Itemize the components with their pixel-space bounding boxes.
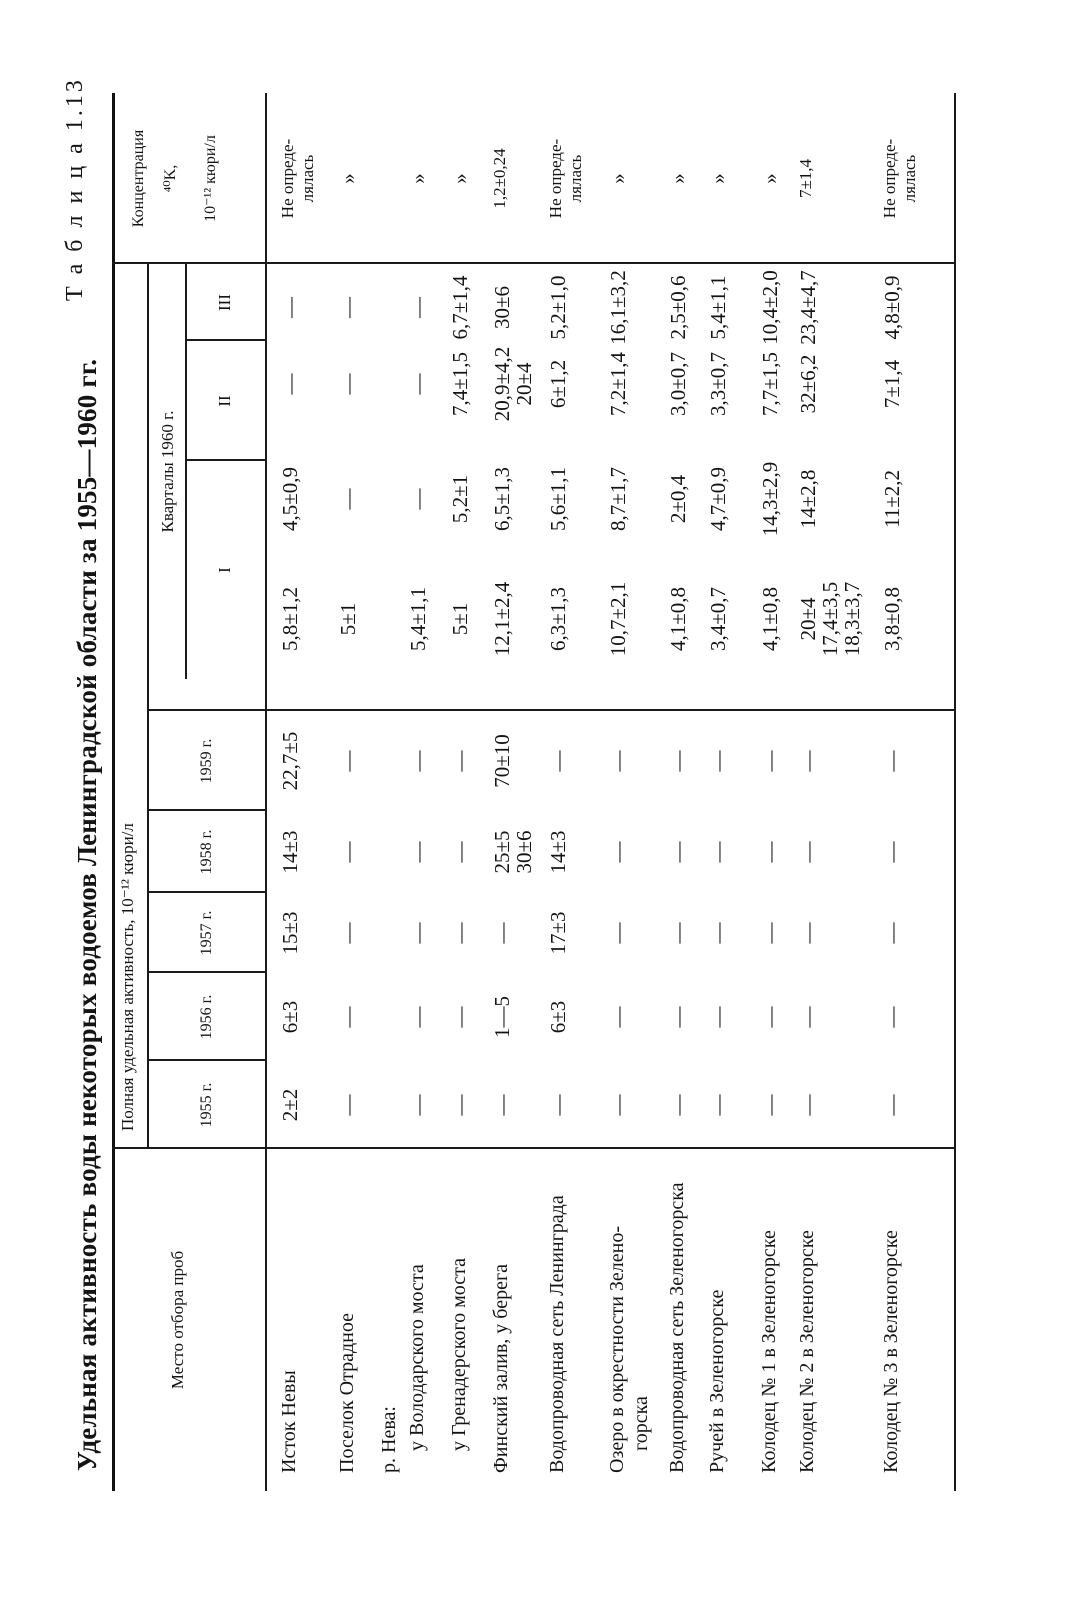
cell-y1956: — — [666, 1006, 690, 1028]
row-label: Исток Невы — [278, 1370, 300, 1473]
cell-q2: 8,7±1,7 — [606, 466, 630, 532]
cell-y1957: — — [606, 922, 630, 944]
row-label: Водопроводная сеть Зеленогорска — [666, 1182, 688, 1473]
table-top-rule — [112, 93, 115, 1491]
quarters-rule — [185, 264, 187, 679]
cell-y1955: — — [490, 1094, 514, 1116]
header-quarters: Кварталы 1960 г. — [158, 410, 177, 533]
cell-q3: — — [336, 373, 360, 395]
cell-y1959: — — [880, 750, 904, 772]
cell-y1959: 22,7±5 — [278, 731, 302, 791]
cell-q3: 3,3±0,7 — [706, 351, 730, 417]
cell-y1956: — — [796, 1006, 820, 1028]
cell-q3: 6±1,2 — [546, 359, 570, 409]
cell-y1958: — — [880, 841, 904, 863]
header-k40-line1: Концентрация — [130, 129, 147, 228]
header-q3: III — [215, 294, 234, 311]
cell-y1957: 15±3 — [278, 911, 302, 955]
cell-y1958: — — [796, 841, 820, 863]
row-label: Колодец № 1 в Зеленогорске — [758, 1230, 780, 1473]
cell-q4: — — [336, 297, 360, 318]
cell-k40b: лялась — [566, 154, 585, 203]
cell-y1956: 6±3 — [546, 1000, 570, 1034]
cell-y1957: — — [666, 922, 690, 944]
cell-y1957: — — [758, 922, 782, 944]
cell-q4: 2,5±0,6 — [666, 275, 690, 340]
cell-y1957: — — [448, 922, 472, 944]
cell-k40: » — [706, 173, 730, 184]
cell-q2: 4,5±0,9 — [278, 466, 302, 532]
cell-k40: » — [448, 173, 472, 184]
cell-q3: 7,2±1,4 — [606, 351, 630, 417]
row-label: Финский залив, у берега — [490, 1263, 512, 1473]
cell-k40: » — [336, 173, 360, 184]
row-label: Колодец № 3 в Зеленогорске — [880, 1230, 902, 1473]
cell-q2: 14,3±2,9 — [758, 461, 782, 537]
cell-y1959: — — [796, 750, 820, 772]
cell-y1958: — — [448, 841, 472, 863]
cell-y1957: — — [336, 922, 360, 944]
cell-y1955: — — [336, 1094, 360, 1116]
col-divider-k40 — [112, 262, 954, 264]
header-q1: I — [215, 567, 234, 573]
cell-y1959: — — [448, 750, 472, 772]
cell-q4: 16,1±3,2 — [606, 270, 630, 345]
header-k40-line3: 10⁻¹² кюри/л — [202, 135, 219, 222]
col-divider-place — [112, 1147, 954, 1149]
row-label: у Володарского моста — [406, 1264, 428, 1451]
cell-y1959: — — [336, 750, 360, 772]
cell-k40b: лялась — [298, 154, 317, 203]
cell-q1: 3,8±0,8 — [880, 586, 904, 652]
cell-k40: 7±1,4 — [796, 158, 815, 199]
cell-y1957: 17±3 — [546, 911, 570, 955]
cell-q4: 30±6 — [490, 285, 514, 330]
cell-k40: » — [666, 173, 690, 184]
cell-y1958: 25±5 — [490, 830, 514, 874]
cell-q3: — — [278, 373, 302, 395]
cell-y1955: — — [666, 1094, 690, 1116]
cell-q2: 14±2,8 — [796, 469, 820, 529]
cell-y1955: — — [880, 1094, 904, 1116]
cell-y1959: — — [546, 750, 570, 772]
header-k40-line2: ⁴⁰K, — [162, 164, 179, 193]
cell-q4: 6,7±1,4 — [448, 275, 472, 340]
cell-y1955: — — [406, 1094, 430, 1116]
cell-y1958: 14±3 — [546, 830, 570, 874]
cell-y1957: — — [880, 922, 904, 944]
cell-k40: » — [406, 173, 430, 184]
header-1958: 1958 г. — [198, 829, 215, 875]
cell-q1: 5,8±1,2 — [278, 586, 302, 652]
cell-y1957: — — [406, 922, 430, 944]
row-label: Озеро в окрестности Зелено- — [606, 1225, 628, 1473]
header-1959: 1959 г. — [198, 738, 215, 784]
cell-q4: — — [278, 297, 302, 318]
cell-q1: 5±1 — [448, 602, 472, 636]
cell-y1956: — — [758, 1006, 782, 1028]
row-label: Водопроводная сеть Ленинграда — [546, 1195, 568, 1473]
cell-y1956: — — [448, 1006, 472, 1028]
cell-q4: 4,8±0,9 — [880, 275, 904, 340]
cell-q1: 10,7±2,1 — [606, 581, 630, 657]
cell-y1956: — — [880, 1006, 904, 1028]
cell-q4: 5,2±1,0 — [546, 275, 570, 340]
cell-y1959: 70±10 — [490, 734, 514, 788]
cell-q1: 5±1 — [336, 602, 360, 636]
cell-y1959: — — [666, 750, 690, 772]
cell-y1958: — — [406, 841, 430, 863]
cell-y1959: — — [758, 750, 782, 772]
cell-q4: — — [406, 297, 430, 318]
cell-q1: 12,1±2,4 — [490, 581, 514, 657]
row-label: Ручей в Зеленогорске — [706, 1289, 728, 1473]
cell-q1: 20±4 — [796, 597, 820, 641]
cell-q4: 5,4±1,1 — [706, 275, 730, 340]
cell-q1: 6,3±1,3 — [546, 586, 570, 652]
header-bottom-rule — [265, 93, 267, 1491]
cell-q1c: 18,3±3,7 — [840, 581, 864, 657]
cell-q3: — — [406, 373, 430, 395]
cell-y1956: 1—5 — [490, 996, 514, 1038]
cell-y1955: — — [706, 1094, 730, 1116]
cell-q2: 2±0,4 — [666, 474, 690, 524]
cell-y1955: 2±2 — [278, 1088, 302, 1122]
cell-y1955: — — [546, 1094, 570, 1116]
header-1955: 1955 г. — [198, 1082, 215, 1128]
cell-y1955: — — [448, 1094, 472, 1116]
cell-q1: 3,4±0,7 — [706, 586, 730, 652]
cell-q3b: 20±4 — [512, 362, 536, 406]
header-q2: II — [215, 395, 234, 407]
cell-q3: 20,9±4,2 — [490, 346, 514, 422]
cell-k40: 1,2±0,24 — [490, 148, 509, 209]
table-bottom-rule — [954, 93, 956, 1491]
cell-q2: 5,2±1 — [448, 474, 472, 524]
cell-q4: 10,4±2,0 — [758, 270, 782, 345]
cell-y1958: — — [606, 841, 630, 863]
cell-y1956: — — [406, 1006, 430, 1028]
cell-y1956: — — [336, 1006, 360, 1028]
cell-q4: 23,4±4,7 — [796, 270, 820, 345]
cell-y1958: — — [758, 841, 782, 863]
cell-y1957: — — [796, 922, 820, 944]
cell-y1959: — — [606, 750, 630, 772]
cell-q1b: 17,4±3,5 — [818, 581, 842, 657]
cell-q3: 32±6,2 — [796, 354, 820, 414]
row-label: у Гренадерского моста — [448, 1258, 470, 1451]
cell-y1958: — — [666, 841, 690, 863]
cell-y1958: — — [336, 841, 360, 863]
cell-q2: — — [406, 488, 430, 510]
cell-q1: 4,1±0,8 — [666, 586, 690, 652]
cell-q3: 7,4±1,5 — [448, 351, 472, 417]
table-title: Удельная активность воды некоторых водоемов Ленинградской области за 1955—1960 гг. — [72, 358, 102, 1471]
table-number: Т а б л и ц а 1.13 — [62, 77, 88, 301]
cell-y1957: — — [706, 922, 730, 944]
cell-k40: » — [758, 173, 782, 184]
header-place: Место отбора проб — [168, 1250, 187, 1390]
cell-y1958b: 30±6 — [512, 830, 536, 874]
cell-y1956: — — [706, 1006, 730, 1028]
cell-y1955: — — [758, 1094, 782, 1116]
cell-y1958: 14±3 — [278, 830, 302, 874]
cell-q3: 7±1,4 — [880, 359, 904, 409]
cell-y1957: — — [490, 922, 514, 944]
cell-q3: 7,7±1,5 — [758, 351, 782, 417]
cell-q2: 6,5±1,3 — [490, 466, 514, 532]
row-label: р. Нева: — [378, 1406, 400, 1473]
cell-y1959: — — [406, 750, 430, 772]
header-total-activity: Полная удельная активность, 10⁻¹² кюри/л — [118, 823, 137, 1131]
cell-y1958: — — [706, 841, 730, 863]
cell-q1: 4,1±0,8 — [758, 586, 782, 652]
cell-q2: 11±2,2 — [880, 470, 904, 528]
cell-k40: Не опреде- — [278, 138, 297, 219]
cell-y1955: — — [796, 1094, 820, 1116]
row-label: Поселок Отрадное — [336, 1313, 358, 1473]
cell-q2: 4,7±0,9 — [706, 466, 730, 532]
cell-q1: 5,4±1,1 — [406, 586, 430, 652]
cell-q2: 5,6±1,1 — [546, 466, 570, 532]
cell-k40: » — [606, 173, 630, 184]
cell-k40: Не опреде- — [880, 138, 899, 219]
cell-y1956: — — [606, 1006, 630, 1028]
row-label: Колодец № 2 в Зеленогорске — [796, 1230, 818, 1473]
cell-y1959: — — [706, 750, 730, 772]
total-activity-rule — [147, 264, 149, 1149]
header-1957: 1957 г. — [198, 910, 215, 956]
cell-k40b: лялась — [900, 154, 919, 203]
cell-q2: — — [336, 488, 360, 510]
cell-y1955: — — [606, 1094, 630, 1116]
row-label-cont: горска — [630, 1396, 652, 1451]
cell-q3: 3,0±0,7 — [666, 351, 690, 417]
cell-k40: Не опреде- — [546, 138, 565, 219]
cell-y1956: 6±3 — [278, 1000, 302, 1034]
header-1956: 1956 г. — [198, 994, 215, 1040]
